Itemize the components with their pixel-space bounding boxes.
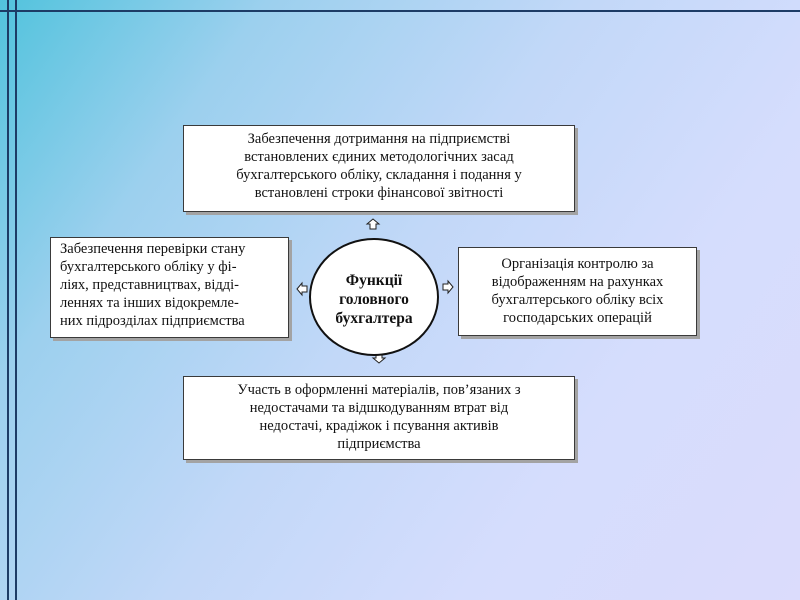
function-box-left: Забезпечення перевірки стану бухгалтерського обліку у фі- ліях, представництвах, відді- леннях та інших відокремле- них підрозділах підприємства [50,237,289,338]
frame-horizontal-line [0,10,800,12]
frame-vertical-line-outer [7,0,9,600]
function-box-right: Організація контролю за відображенням на рахунках бухгалтерського обліку всіх господарських операцій [458,247,697,336]
frame-vertical-line-inner [15,0,17,600]
function-box-top: Забезпечення дотримання на підприємстві встановлених єдиних методологічних засад бухгалтерського обліку, складання і подання у встановлені строки фінансової звітності [183,125,575,212]
center-node-circle [309,238,439,356]
center-node-label: Функції головного бухгалтера [335,271,413,327]
arrow-right-icon [442,280,454,294]
arrow-left-icon [296,282,308,296]
function-box-bottom: Участь в оформленні матеріалів, пов’язаних з недостачами та відшкодуванням втрат від недостачі, крадіжок і псування активів підприємства [183,376,575,460]
arrow-up-icon [366,218,380,230]
